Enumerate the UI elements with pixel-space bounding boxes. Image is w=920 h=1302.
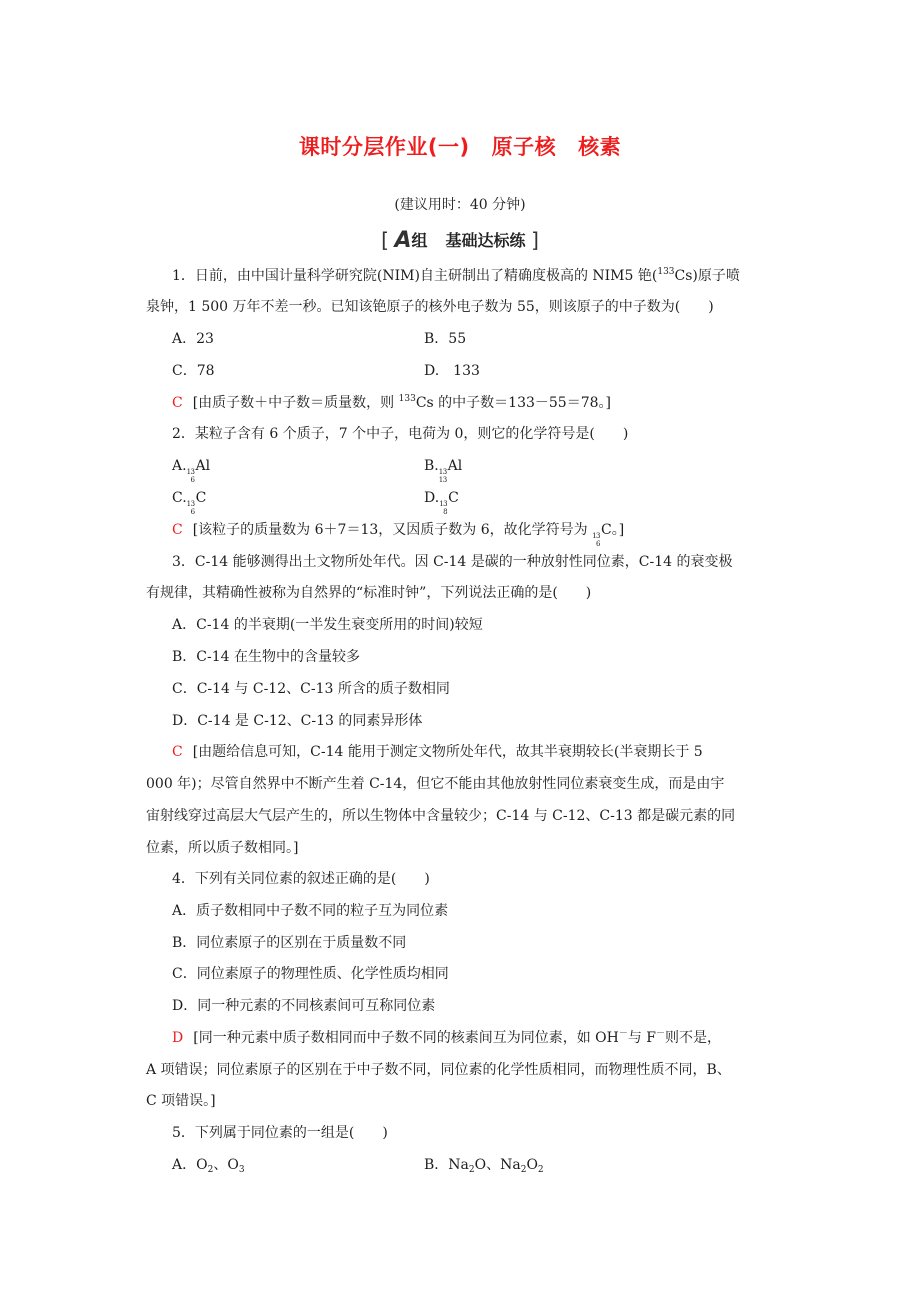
q2-option-b <box>424 456 462 484</box>
q1-stem-line1 <box>172 266 740 286</box>
atomic-number: 13 <box>438 476 447 484</box>
q5-option-a <box>172 1157 245 1173</box>
title-part-nucleus: 原子核 <box>491 135 557 159</box>
text: C。] <box>601 522 625 538</box>
element-symbol: Al <box>195 458 211 474</box>
q4-explanation-line2: A 项错误；同位素原子的区别在于中子数不同，同位素的化学性质相同，而物理性质不同，B、 <box>146 1062 731 1078</box>
text: B．Na <box>424 1157 469 1173</box>
q3-answer: C <box>172 744 183 760</box>
mass-number: 13 <box>438 468 447 476</box>
q5-option-b <box>424 1155 544 1175</box>
text: Cs 的中子数＝133－55＝78。] <box>415 395 611 411</box>
mass-number: 13 <box>186 500 195 508</box>
q3-option-b: B．C-14 在生物中的含量较多 <box>172 649 360 665</box>
q2-option-row-1 <box>172 456 463 484</box>
text: 1．日前，由中国计量科学研究院(NIM)自主研制出了精确度极高的 NIM5 铯( <box>172 268 658 284</box>
suggested-time: (建议用时：40 分钟) <box>394 197 526 213</box>
mass-number: 13 <box>592 532 600 540</box>
atomic-number: 6 <box>190 476 195 484</box>
q3-explanation-line1 <box>172 742 703 762</box>
q2-option-c <box>172 490 207 516</box>
q2-option-a <box>172 458 211 484</box>
element-symbol: C <box>195 490 207 506</box>
q4-stem: 4．下列有关同位素的叙述正确的是( ) <box>172 871 430 887</box>
text: B. <box>424 458 439 474</box>
q4-option-d: D．同一种元素的不同核素间可互称同位素 <box>172 998 436 1014</box>
nuclide-notation <box>187 500 195 516</box>
text: O、Na <box>474 1157 521 1173</box>
q1-option-d: D. 133 <box>424 363 480 379</box>
q4-option-a: A．质子数相同中子数不同的粒子互为同位素 <box>172 903 449 919</box>
title-part-nuclide: 核素 <box>578 135 622 159</box>
q2-explanation <box>172 520 624 548</box>
text: [同一种元素中质子数相同而中子数不同的核素间互为同位素，如 OH <box>193 1030 619 1046</box>
atomic-number: 8 <box>443 508 448 516</box>
q1-answer: C <box>172 395 183 411</box>
q1-option-b: B．55 <box>424 331 467 347</box>
text: [由质子数＋中子数＝质量数，则 <box>192 395 399 411</box>
text: 与 F <box>627 1030 657 1046</box>
q4-option-b: B．同位素原子的区别在于质量数不同 <box>172 935 407 951</box>
page-title <box>0 131 920 161</box>
mass-number: 13 <box>439 500 448 508</box>
section-group: 组 <box>411 231 428 250</box>
subscript: 2 <box>520 1165 527 1175</box>
q1-option-c: C．78 <box>172 363 215 379</box>
atomic-number: 6 <box>596 540 600 548</box>
nuclide-notation <box>592 532 600 548</box>
q1-option-row-2 <box>172 361 480 381</box>
text: D. <box>424 490 440 506</box>
q5-option-row-1 <box>172 1155 544 1175</box>
q4-option-c: C．同位素原子的物理性质、化学性质均相同 <box>172 966 449 982</box>
q4-answer: D <box>172 1030 184 1046</box>
q2-stem: 2．某粒子含有 6 个质子，7 个中子，电荷为 0，则它的化学符号是( ) <box>172 426 629 442</box>
text: A．O <box>172 1157 208 1173</box>
q3-option-d: D．C-14 是 C-12、C-13 的同素异形体 <box>172 713 423 729</box>
charge-sign: － <box>656 1029 666 1039</box>
subscript: 2 <box>207 1165 214 1175</box>
subscript: 2 <box>468 1165 475 1175</box>
text: A. <box>172 458 187 474</box>
q2-option-d <box>424 488 459 516</box>
section-name: 基础达标练 <box>445 231 526 250</box>
section-heading <box>0 228 920 253</box>
q3-option-a: A．C-14 的半衰期(一半发生衰变所用的时间)较短 <box>172 617 483 633</box>
element-symbol: Al <box>447 458 463 474</box>
section-letter-icon: A <box>394 228 412 253</box>
q3-explanation-line2: 000 年)；尽管自然界中不断产生着 C-14，但它不能由其他放射性同位素衰变生成，而是由宇 <box>146 776 725 792</box>
nuclide-notation <box>187 468 195 484</box>
q3-option-c: C．C-14 与 C-12、C-13 所含的质子数相同 <box>172 681 450 697</box>
text: 、O <box>213 1157 239 1173</box>
q1-explanation <box>172 393 611 413</box>
text: 则不是， <box>665 1030 722 1046</box>
q1-option-row-1 <box>172 329 467 349</box>
text: [该粒子的质量数为 6＋7＝13，又因质子数为 6，故化学符号为 <box>192 522 593 538</box>
subscript: 2 <box>537 1165 544 1175</box>
q1-stem-line2: 泉钟，1 500 万年不差一秒。已知该铯原子的核外电子数为 55，则该原子的中子数为( ) <box>146 299 714 315</box>
charge-sign: － <box>618 1029 628 1039</box>
text: [由题给信息可知，C-14 能用于测定文物所处年代，故其半衰期较长(半衰期长于 5 <box>192 744 703 760</box>
subscript: 3 <box>238 1165 245 1175</box>
q5-stem: 5．下列属于同位素的一组是( ) <box>172 1125 388 1141</box>
nuclide-notation <box>439 468 447 484</box>
q4-explanation-line3: C 项错误。] <box>146 1093 216 1109</box>
text: Cs)原子喷 <box>674 268 740 284</box>
mass-number: 133 <box>657 267 675 277</box>
element-symbol: C <box>448 490 459 506</box>
bracket-open: [ <box>381 228 389 252</box>
text: O <box>526 1157 538 1173</box>
nuclide-notation <box>439 500 447 516</box>
bracket-close: ] <box>531 228 539 252</box>
text: C. <box>172 490 187 506</box>
title-part-homework: 课时分层作业(一) <box>298 135 470 159</box>
q3-explanation-line3: 宙射线穿过高层大气层产生的，所以生物体中含量较少；C-14 与 C-12、C-13 都是碳元素的同 <box>146 808 736 824</box>
q1-option-a: A．23 <box>172 331 214 347</box>
q3-stem-line2: 有规律，其精确性被称为自然界的“标准时钟”，下列说法正确的是( ) <box>146 585 592 601</box>
q4-explanation-line1 <box>172 1028 721 1048</box>
q2-answer: C <box>172 522 183 538</box>
q2-option-row-2 <box>172 488 459 516</box>
q3-stem-line1: 3．C-14 能够测得出土文物所处年代。因 C-14 是碳的一种放射性同位素，C-14 的衰变极 <box>172 554 733 570</box>
mass-number: 13 <box>186 468 195 476</box>
q3-explanation-line4: 位素，所以质子数相同。] <box>146 840 299 856</box>
atomic-number: 6 <box>190 508 195 516</box>
mass-number: 133 <box>398 394 416 404</box>
